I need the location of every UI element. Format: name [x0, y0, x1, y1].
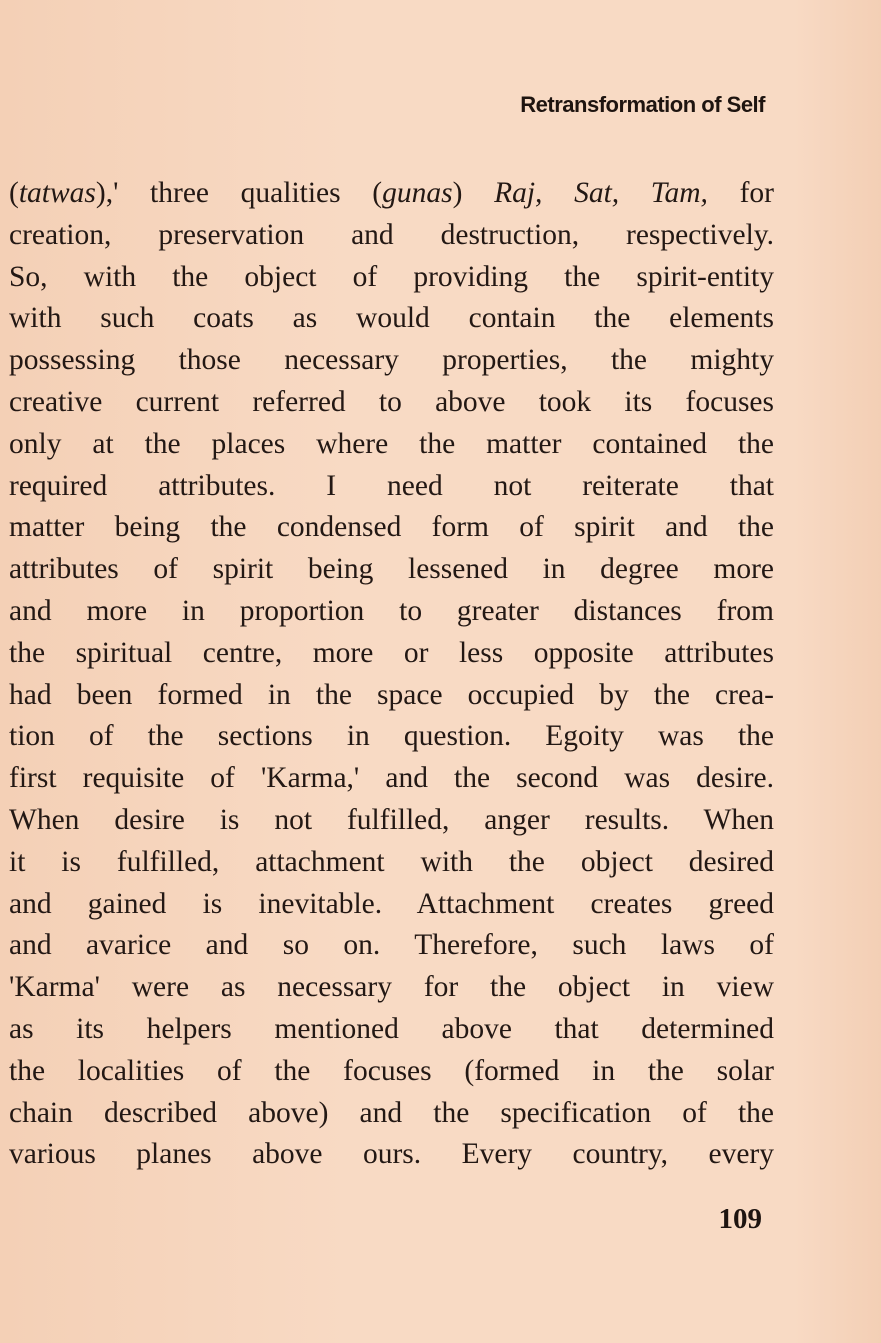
text-line: and more in proportion to greater distances from	[9, 594, 774, 627]
text-line: the spiritual centre, more or less opposite attributes	[9, 636, 774, 669]
text-line: So, with the object of providing the spirit-entity	[9, 260, 774, 293]
text-line: it is fulfilled, attachment with the object desired	[9, 845, 774, 878]
text-line: matter being the condensed form of spirit and the	[9, 511, 774, 544]
text-line: chain described above) and the specification of the	[9, 1096, 774, 1129]
running-head: Retransformation of Self	[520, 92, 765, 117]
text-line: creation, preservation and destruction, respectively.	[9, 218, 774, 251]
text-line: possessing those necessary properties, the mighty	[9, 344, 774, 377]
body-text	[9, 173, 774, 1176]
text-line: as its helpers mentioned above that determined	[9, 1012, 774, 1045]
text-line: 'Karma' were as necessary for the object in view	[9, 971, 774, 1004]
text-line: tion of the sections in question. Egoity was the	[9, 720, 774, 753]
text-line: first requisite of 'Karma,' and the second was desire.	[9, 762, 774, 795]
text-line: various planes above ours. Every country, every	[9, 1138, 774, 1171]
text-line: and avarice and so on. Therefore, such laws of	[9, 929, 774, 962]
page-number: 109	[718, 1203, 762, 1235]
text-line: attributes of spirit being lessened in degree more	[9, 553, 774, 586]
text-line: creative current referred to above took its focuses	[9, 385, 774, 418]
text-line: (tatwas),' three qualities (gunas) Raj, Sat, Tam, for	[9, 177, 774, 209]
text-line: required attributes. I need not reiterate that	[9, 469, 774, 502]
text-line: When desire is not fulfilled, anger results. When	[9, 803, 774, 836]
text-line: had been formed in the space occupied by the crea-	[9, 678, 774, 711]
text-line: only at the places where the matter contained the	[9, 427, 774, 460]
text-line: with such coats as would contain the elements	[9, 302, 774, 335]
text-line: and gained is inevitable. Attachment creates greed	[9, 887, 774, 920]
text-line: the localities of the focuses (formed in the solar	[9, 1054, 774, 1087]
